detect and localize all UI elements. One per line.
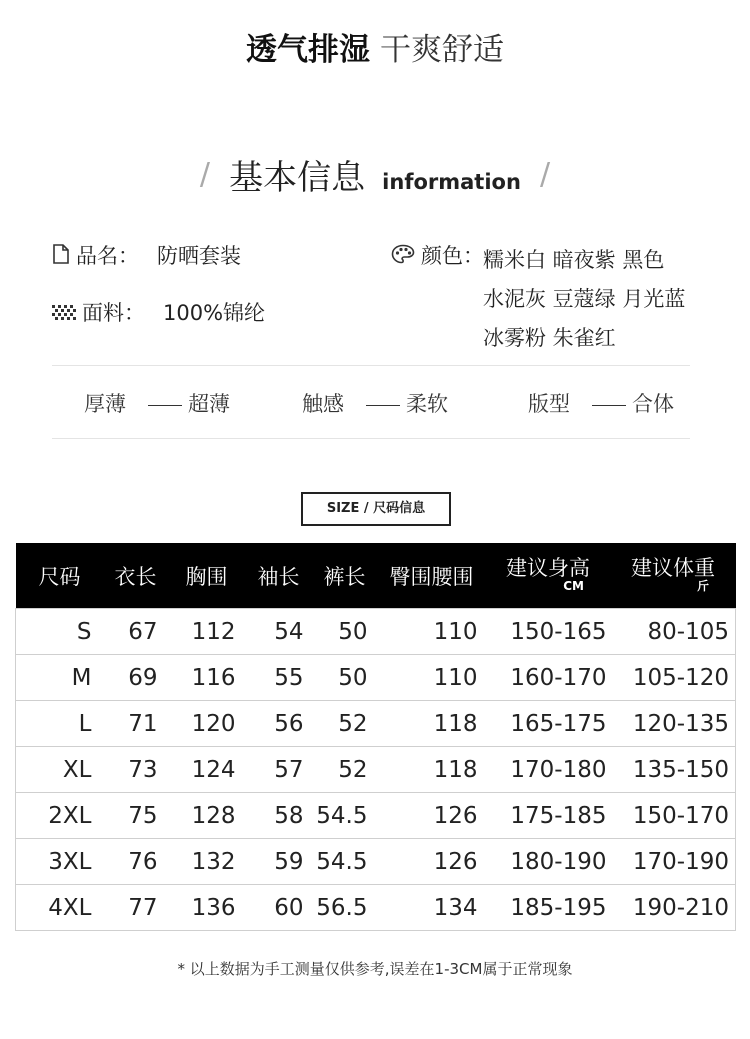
attribute-name xyxy=(52,241,241,272)
table-cell: 75 xyxy=(104,793,168,839)
table-cell: 132 xyxy=(168,839,246,885)
property-fit xyxy=(528,389,674,419)
header-chest: 胸围 xyxy=(168,543,246,609)
table-cell: 60 xyxy=(246,885,312,931)
table-cell: 110 xyxy=(378,655,486,701)
color-values-line: 糯米白 暗夜紫 黑色 xyxy=(483,248,665,272)
table-cell: 150-165 xyxy=(486,609,611,655)
fabric-icon xyxy=(52,299,76,329)
table-cell: 52 xyxy=(312,747,378,793)
table-cell: 67 xyxy=(104,609,168,655)
property-thickness xyxy=(84,389,230,419)
header-length: 衣长 xyxy=(104,543,168,609)
table-cell: 105-120 xyxy=(611,655,736,701)
size-table-body xyxy=(16,609,736,931)
attribute-material-value: 100%锦纶 xyxy=(163,301,266,325)
table-cell: 56.5 xyxy=(312,885,378,931)
table-cell: 55 xyxy=(246,655,312,701)
document-icon xyxy=(52,242,70,272)
table-cell: 3XL xyxy=(16,839,104,885)
info-section-header xyxy=(0,150,750,199)
table-cell: 50 xyxy=(312,609,378,655)
table-cell: 54 xyxy=(246,609,312,655)
table-cell: 180-190 xyxy=(486,839,611,885)
dash-line xyxy=(592,405,626,406)
dash-line xyxy=(148,405,182,406)
table-row xyxy=(16,839,736,885)
attribute-name-label: 品名： xyxy=(76,244,139,268)
header-height-unit: CM xyxy=(563,579,584,593)
property-label: 触感 xyxy=(302,392,344,416)
table-row xyxy=(16,609,736,655)
table-cell: 59 xyxy=(246,839,312,885)
color-values-line: 冰雾粉 朱雀红 xyxy=(483,326,616,350)
table-cell: 58 xyxy=(246,793,312,839)
table-cell: 118 xyxy=(378,701,486,747)
header-weight-unit: 斤 xyxy=(696,579,709,593)
table-cell: 150-170 xyxy=(611,793,736,839)
size-info-label: SIZE / 尺码信息 xyxy=(301,492,451,526)
attribute-name-value: 防晒套装 xyxy=(157,244,241,268)
table-cell: M xyxy=(16,655,104,701)
table-cell: 50 xyxy=(312,655,378,701)
table-cell: 165-175 xyxy=(486,701,611,747)
divider-line xyxy=(52,438,690,439)
table-cell: L xyxy=(16,701,104,747)
table-cell: 73 xyxy=(104,747,168,793)
table-cell: 118 xyxy=(378,747,486,793)
table-cell: 77 xyxy=(104,885,168,931)
headline-light: 干爽舒适 xyxy=(380,32,504,68)
attribute-color xyxy=(391,241,484,272)
header-weight-label: 建议体重 xyxy=(631,556,715,580)
table-cell: 56 xyxy=(246,701,312,747)
table-row xyxy=(16,793,736,839)
palette-icon xyxy=(391,242,415,272)
table-cell: 69 xyxy=(104,655,168,701)
table-cell: 175-185 xyxy=(486,793,611,839)
property-value: 合体 xyxy=(632,392,674,416)
table-cell: 170-180 xyxy=(486,747,611,793)
header-pants: 裤长 xyxy=(312,543,378,609)
table-cell: 134 xyxy=(378,885,486,931)
table-cell: 136 xyxy=(168,885,246,931)
info-title-en: information xyxy=(382,170,521,194)
table-cell: 52 xyxy=(312,701,378,747)
table-cell: 116 xyxy=(168,655,246,701)
table-row xyxy=(16,747,736,793)
property-value: 超薄 xyxy=(188,392,230,416)
size-table xyxy=(15,543,736,931)
table-cell: 57 xyxy=(246,747,312,793)
attribute-material-label: 面料： xyxy=(82,301,145,325)
attribute-color-label: 颜色： xyxy=(421,244,484,268)
info-title-cn: 基本信息 xyxy=(229,158,366,198)
table-cell: 4XL xyxy=(16,885,104,931)
header-size: 尺码 xyxy=(16,543,104,609)
property-label: 厚薄 xyxy=(84,392,126,416)
table-row xyxy=(16,655,736,701)
table-cell: 76 xyxy=(104,839,168,885)
table-cell: 120-135 xyxy=(611,701,736,747)
table-cell: 126 xyxy=(378,839,486,885)
table-row xyxy=(16,701,736,747)
headline-bold: 透气排湿 xyxy=(246,32,370,68)
header-sleeve: 袖长 xyxy=(246,543,312,609)
property-touch xyxy=(302,389,448,419)
table-header-row xyxy=(16,543,736,609)
attribute-material xyxy=(52,298,265,329)
table-cell: 112 xyxy=(168,609,246,655)
header-weight xyxy=(611,543,736,609)
table-cell: S xyxy=(16,609,104,655)
table-cell: 71 xyxy=(104,701,168,747)
header-height-label: 建议身高 xyxy=(506,556,590,580)
table-cell: 190-210 xyxy=(611,885,736,931)
table-cell: 185-195 xyxy=(486,885,611,931)
property-value: 柔软 xyxy=(406,392,448,416)
table-cell: 110 xyxy=(378,609,486,655)
header-height xyxy=(486,543,611,609)
divider-line xyxy=(52,365,690,366)
dash-line xyxy=(366,405,400,406)
table-cell: 124 xyxy=(168,747,246,793)
measurement-note: * 以上数据为手工测量仅供参考,误差在1-3CM属于正常现象 xyxy=(177,960,573,978)
table-cell: 54.5 xyxy=(312,793,378,839)
divider-slash-left: / xyxy=(199,157,210,192)
table-cell: 80-105 xyxy=(611,609,736,655)
color-values xyxy=(483,241,685,358)
header-hip-waist: 臀围腰围 xyxy=(378,543,486,609)
headline xyxy=(0,28,750,72)
table-cell: 120 xyxy=(168,701,246,747)
table-cell: 160-170 xyxy=(486,655,611,701)
table-cell: 2XL xyxy=(16,793,104,839)
property-label: 版型 xyxy=(528,392,570,416)
table-cell: 170-190 xyxy=(611,839,736,885)
table-row xyxy=(16,885,736,931)
table-cell: 126 xyxy=(378,793,486,839)
table-cell: 135-150 xyxy=(611,747,736,793)
table-cell: 54.5 xyxy=(312,839,378,885)
color-values-line: 水泥灰 豆蔻绿 月光蓝 xyxy=(483,287,686,311)
table-cell: 128 xyxy=(168,793,246,839)
table-cell: XL xyxy=(16,747,104,793)
divider-slash-right: / xyxy=(540,157,551,192)
